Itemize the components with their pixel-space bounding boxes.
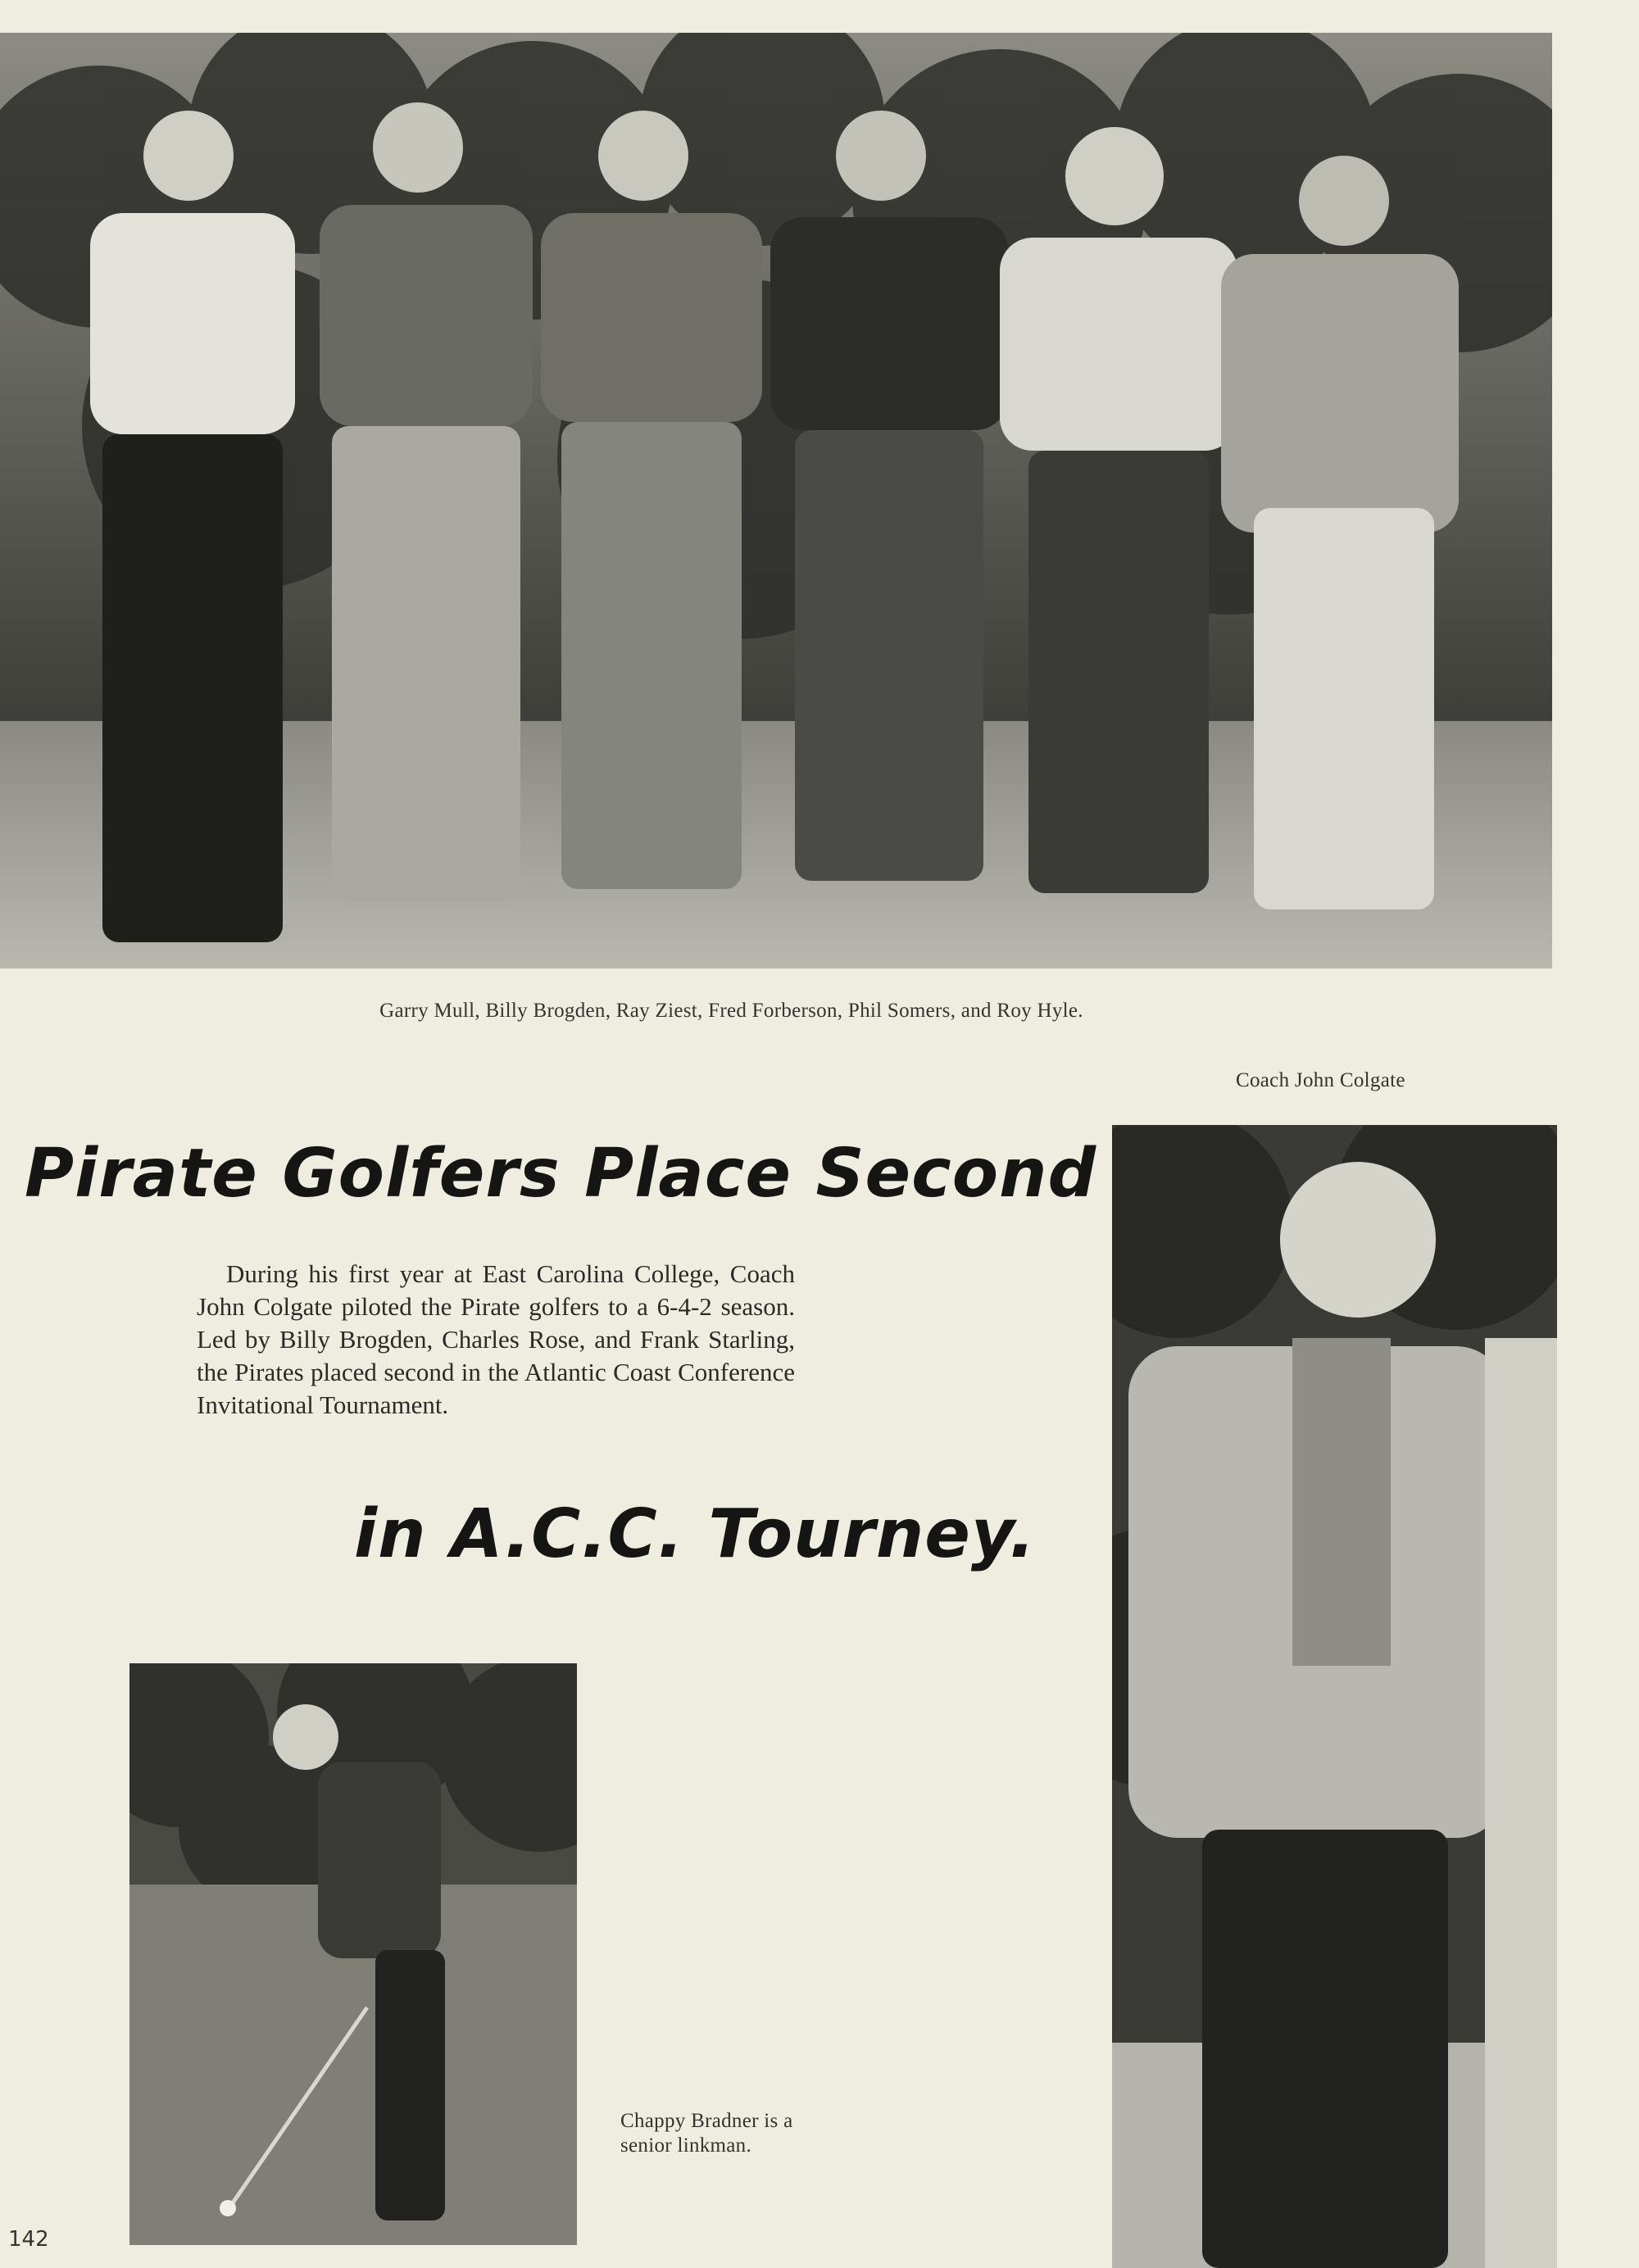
player-photo	[129, 1663, 577, 2245]
headline-line-2: in A.C.C. Tourney.	[354, 1495, 1036, 1573]
team-photo-caption: Garry Mull, Billy Brogden, Ray Ziest, Fred Forberson, Phil Somers, and Roy Hyle.	[379, 1000, 1083, 1022]
player-photo-caption: Chappy Bradner is a senior linkman.	[620, 2110, 793, 2157]
coach-photo	[1112, 1125, 1557, 2268]
coach-photo-caption: Coach John Colgate	[1236, 1069, 1405, 1091]
article-body: During his first year at East Carolina College, Coach John Colgate piloted the Pirate golfers to a 6-4-2 season. Led by Billy Brogden, Charles Rose, and Frank Starling, the Pirates placed second in the Atlantic Coast Conference Invitational Tournament.	[197, 1259, 795, 1419]
page-number: 142	[8, 2227, 49, 2252]
team-photo-image	[0, 33, 1552, 968]
player-photo-image	[129, 1663, 577, 2245]
coach-photo-image	[1112, 1125, 1557, 2268]
team-photo	[0, 33, 1552, 968]
headline-line-1: Pirate Golfers Place Second	[25, 1135, 1097, 1213]
